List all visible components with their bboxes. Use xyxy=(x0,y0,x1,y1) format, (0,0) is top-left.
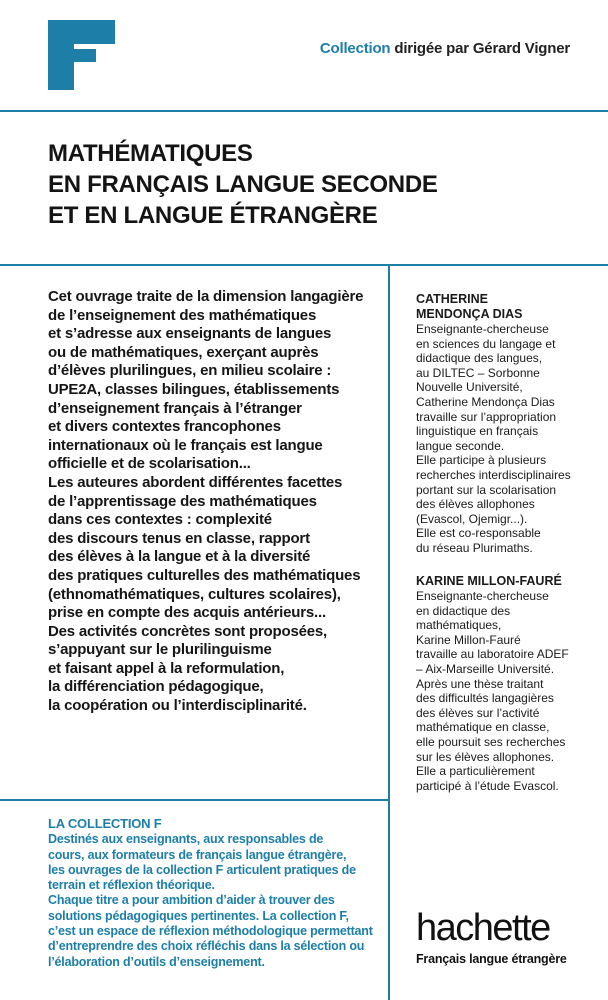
author-bio-line: en didactique des xyxy=(416,603,511,618)
author-bio-line: recherches interdisciplinaires xyxy=(416,467,571,482)
author-bio-line: Nouvelle Université, xyxy=(416,380,523,395)
author-bio-line: Elle est co-responsable xyxy=(416,526,541,541)
description-line: ou de mathématiques, exerçant auprès xyxy=(48,343,319,361)
author-name-line: CATHERINE xyxy=(416,292,488,306)
description-line: Des activités concrètes sont proposées, xyxy=(48,622,327,640)
book-title xyxy=(48,138,588,231)
collection-editor: dirigée par Gérard Vigner xyxy=(394,40,570,57)
f-logo-icon xyxy=(48,20,115,90)
description-line: Cet ouvrage traite de la dimension langagière xyxy=(48,288,364,305)
author-bio-line: Enseignante-chercheuse xyxy=(416,589,549,603)
author-bio-line: des élèves allophones xyxy=(416,497,535,512)
book-description xyxy=(48,288,378,716)
description-line: et divers contextes francophones xyxy=(48,418,281,436)
author-bio-line: Après une thèse traitant xyxy=(416,676,544,691)
author-bio-millon-faure xyxy=(416,574,596,793)
collection-word: Collection xyxy=(319,40,391,57)
collection-editor-line xyxy=(320,40,570,57)
description-line: et s’adresse aux enseignants de langues xyxy=(48,325,332,343)
collection-line: Destinés aux enseignants, aux responsables de xyxy=(48,832,324,847)
author-bio-line: – Aix-Marseille Université. xyxy=(416,661,555,676)
author-bio-mendonca-dias xyxy=(416,292,596,556)
author-bio-line: Karine Millon-Fauré xyxy=(416,632,521,647)
author-bio-line: langue seconde. xyxy=(416,438,505,453)
author-bio-line: travaille au laboratoire ADEF xyxy=(416,647,569,662)
author-bio-line: en sciences du langage et xyxy=(416,336,556,351)
author-bio-line: Catherine Mendonça Dias xyxy=(416,394,555,409)
publisher-brand: hachette xyxy=(416,907,550,949)
author-bio-line: linguistique en français xyxy=(416,424,539,439)
description-line: des élèves à la langue et à la diversité xyxy=(48,548,311,566)
collection-line: c’est un espace de réflexion méthodologique permettant xyxy=(48,924,373,939)
author-bio-line: Enseignante-chercheuse xyxy=(416,322,549,336)
author-bio-line: Elle participe à plusieurs xyxy=(416,453,547,468)
description-line: dans ces contextes : complexité xyxy=(48,511,272,529)
title-line: EN FRANÇAIS LANGUE SECONDE xyxy=(48,171,438,198)
author-bio-line: mathématiques, xyxy=(416,618,502,633)
collection-description xyxy=(48,816,378,970)
collection-line: solutions pédagogiques pertinentes. La collection F, xyxy=(48,908,349,923)
title-line: ET EN LANGUE ÉTRANGÈRE xyxy=(48,202,378,229)
author-bio-line: au DILTEC – Sorbonne xyxy=(416,365,540,380)
author-bio-line: mathématique en classe, xyxy=(416,720,550,735)
author-bio-line: travaille sur l’appropriation xyxy=(416,409,557,424)
vertical-divider xyxy=(388,266,390,1000)
author-name-line: MENDONÇA DIAS xyxy=(416,307,523,321)
description-line: UPE2A, classes bilingues, établissements xyxy=(48,380,340,398)
title-line: MATHÉMATIQUES xyxy=(48,140,253,167)
top-divider xyxy=(0,110,608,112)
description-line: de l’enseignement des mathématiques xyxy=(48,306,317,324)
description-line: de l’apprentissage des mathématiques xyxy=(48,492,317,510)
description-line: d’enseignement français à l’étranger xyxy=(48,399,302,417)
collection-line: Chaque titre a pour ambition d’aider à trouver des xyxy=(48,893,335,908)
collection-heading: LA COLLECTION F xyxy=(48,816,162,831)
author-bio-line: sur les élèves allophones. xyxy=(416,749,555,764)
description-line: et faisant appel à la reformulation, xyxy=(48,659,285,677)
publisher-logo xyxy=(416,908,586,966)
author-bio-line: participé à l’étude Evascol. xyxy=(416,778,559,793)
publisher-subtitle: Français langue étrangère xyxy=(416,952,567,966)
collection-line: d’entreprendre des choix réfléchis dans la sélection ou xyxy=(48,939,365,954)
author-bio-line: des élèves sur l’activité xyxy=(416,705,540,720)
description-line: la différenciation pédagogique, xyxy=(48,678,264,696)
description-line: la coopération ou l’interdisciplinarité. xyxy=(48,697,307,715)
description-line: prise en compte des acquis antérieurs... xyxy=(48,604,326,622)
author-bio-line: des difficultés langagières xyxy=(416,691,554,706)
author-bio-line: elle poursuit ses recherches xyxy=(416,734,566,749)
author-name-line: KARINE MILLON-FAURÉ xyxy=(416,574,562,588)
author-bio-line: du réseau Plurimaths. xyxy=(416,540,533,555)
description-line: Les auteures abordent différentes facettes xyxy=(48,473,343,491)
description-line: s’appuyant sur le plurilinguisme xyxy=(48,641,272,659)
author-bio-line: portant sur la scolarisation xyxy=(416,482,557,497)
collection-divider xyxy=(0,799,388,801)
collection-line: terrain et réflexion théorique. xyxy=(48,878,215,893)
collection-line: les ouvrages de la collection F articulent pratiques de xyxy=(48,862,356,877)
description-line: officielle et de scolarisation... xyxy=(48,455,251,473)
collection-line: cours, aux formateurs de français langue étrangère, xyxy=(48,847,347,862)
collection-line: l’élaboration d’outils d’enseignement. xyxy=(48,954,265,969)
description-line: des pratiques culturelles des mathématiques xyxy=(48,566,361,584)
author-bio-line: didactique des langues, xyxy=(416,351,543,366)
description-line: internationaux où le français est langue xyxy=(48,436,323,454)
author-bio-line: (Evascol, Ojemigr...). xyxy=(416,511,528,526)
description-line: (ethnomathématiques, cultures scolaires), xyxy=(48,585,341,603)
description-line: des discours tenus en classe, rapport xyxy=(48,529,310,547)
description-line: d’élèves plurilingues, en milieu scolaire : xyxy=(48,362,332,380)
title-divider xyxy=(0,264,608,266)
author-bio-line: Elle a particulièrement xyxy=(416,764,535,779)
